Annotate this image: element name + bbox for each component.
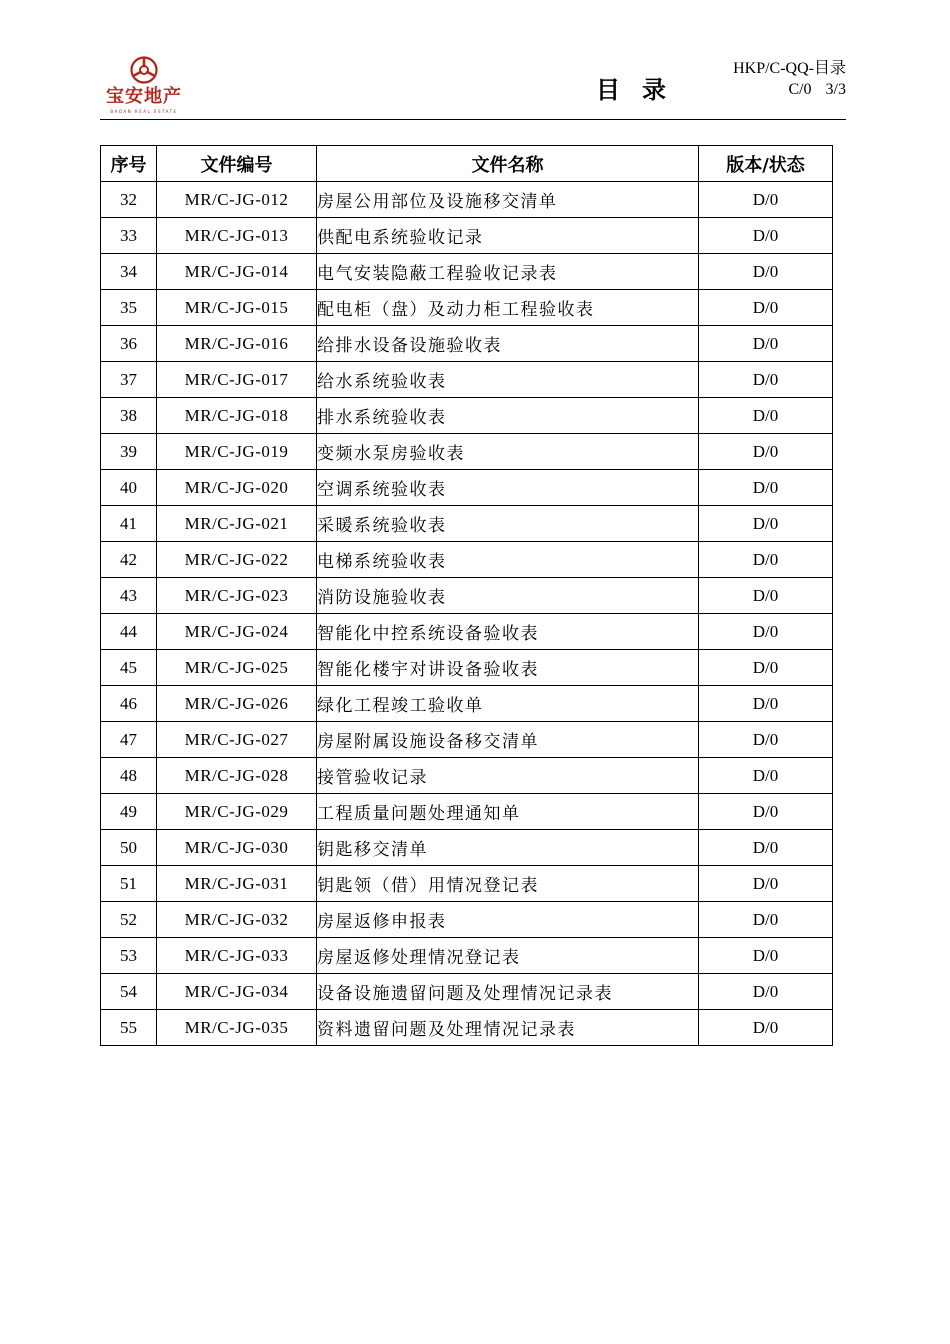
version-status: D/0: [699, 578, 833, 614]
file-name: 给水系统验收表: [317, 362, 699, 398]
file-code: MR/C-JG-030: [157, 830, 317, 866]
document-version: C/0 3/3: [788, 81, 846, 98]
file-name: 给排水设备设施验收表: [317, 326, 699, 362]
file-code: MR/C-JG-031: [157, 866, 317, 902]
file-name: 钥匙移交清单: [317, 830, 699, 866]
row-number: 40: [101, 470, 157, 506]
row-number: 48: [101, 758, 157, 794]
file-name: 设备设施遗留问题及处理情况记录表: [317, 974, 699, 1010]
table-row: [101, 902, 833, 938]
version-status: D/0: [699, 614, 833, 650]
row-number: 32: [101, 182, 157, 218]
row-number: 41: [101, 506, 157, 542]
row-number: 44: [101, 614, 157, 650]
file-code: MR/C-JG-032: [157, 902, 317, 938]
row-number: 45: [101, 650, 157, 686]
file-name: 排水系统验收表: [317, 398, 699, 434]
file-name: 配电柜（盘）及动力柜工程验收表: [317, 290, 699, 326]
version-status: D/0: [699, 326, 833, 362]
file-name: 电梯系统验收表: [317, 542, 699, 578]
row-number: 52: [101, 902, 157, 938]
version-status: D/0: [699, 794, 833, 830]
version-status: D/0: [699, 182, 833, 218]
table-row: [101, 686, 833, 722]
table-body: [101, 182, 833, 1046]
table-row: [101, 866, 833, 902]
file-name: 接管验收记录: [317, 758, 699, 794]
file-name: 采暖系统验收表: [317, 506, 699, 542]
table-header-row: [101, 146, 833, 182]
table-row: [101, 470, 833, 506]
file-code: MR/C-JG-026: [157, 686, 317, 722]
version-status: D/0: [699, 866, 833, 902]
file-code: MR/C-JG-024: [157, 614, 317, 650]
file-name: 变频水泵房验收表: [317, 434, 699, 470]
row-number: 51: [101, 866, 157, 902]
version-status: D/0: [699, 542, 833, 578]
logo-text: 宝安地产: [106, 86, 182, 107]
file-code: MR/C-JG-034: [157, 974, 317, 1010]
file-code: MR/C-JG-013: [157, 218, 317, 254]
logo-emblem-icon: [130, 56, 158, 84]
version-status: D/0: [699, 1010, 833, 1046]
table-row: [101, 362, 833, 398]
table-row: [101, 254, 833, 290]
row-number: 35: [101, 290, 157, 326]
table-row: [101, 182, 833, 218]
version-status: D/0: [699, 362, 833, 398]
file-code: MR/C-JG-019: [157, 434, 317, 470]
file-name: 智能化中控系统设备验收表: [317, 614, 699, 650]
file-name: 智能化楼宇对讲设备验收表: [317, 650, 699, 686]
file-code: MR/C-JG-033: [157, 938, 317, 974]
table-row: [101, 542, 833, 578]
file-code: MR/C-JG-022: [157, 542, 317, 578]
table-row: [101, 830, 833, 866]
version-status: D/0: [699, 506, 833, 542]
table-row: [101, 722, 833, 758]
row-number: 53: [101, 938, 157, 974]
table-row: [101, 290, 833, 326]
page-title: 目录: [596, 76, 688, 104]
table-row: [101, 794, 833, 830]
file-code: MR/C-JG-027: [157, 722, 317, 758]
file-name: 供配电系统验收记录: [317, 218, 699, 254]
page-header: [100, 52, 846, 118]
version-status: D/0: [699, 938, 833, 974]
document-code: HKP/C-QQ-目录: [733, 60, 846, 77]
row-number: 42: [101, 542, 157, 578]
logo-subtext: BAOAN REAL ESTATE: [110, 109, 178, 114]
row-number: 55: [101, 1010, 157, 1046]
table-row: [101, 326, 833, 362]
version-status: D/0: [699, 290, 833, 326]
version-status: D/0: [699, 722, 833, 758]
file-code: MR/C-JG-017: [157, 362, 317, 398]
table-row: [101, 218, 833, 254]
file-name: 钥匙领（借）用情况登记表: [317, 866, 699, 902]
file-code: MR/C-JG-035: [157, 1010, 317, 1046]
row-number: 46: [101, 686, 157, 722]
file-code: MR/C-JG-015: [157, 290, 317, 326]
version-status: D/0: [699, 434, 833, 470]
row-number: 54: [101, 974, 157, 1010]
row-number: 39: [101, 434, 157, 470]
version-status: D/0: [699, 254, 833, 290]
file-name: 资料遗留问题及处理情况记录表: [317, 1010, 699, 1046]
file-code: MR/C-JG-018: [157, 398, 317, 434]
table-row: [101, 506, 833, 542]
file-name: 房屋附属设施设备移交清单: [317, 722, 699, 758]
row-number: 37: [101, 362, 157, 398]
version-status: D/0: [699, 686, 833, 722]
file-code: MR/C-JG-025: [157, 650, 317, 686]
table-row: [101, 974, 833, 1010]
file-name: 消防设施验收表: [317, 578, 699, 614]
file-code: MR/C-JG-020: [157, 470, 317, 506]
file-name: 房屋返修处理情况登记表: [317, 938, 699, 974]
column-header-version: 版本/状态: [699, 146, 833, 182]
file-code: MR/C-JG-023: [157, 578, 317, 614]
file-name: 房屋返修申报表: [317, 902, 699, 938]
version-status: D/0: [699, 974, 833, 1010]
table-row: [101, 434, 833, 470]
file-code: MR/C-JG-028: [157, 758, 317, 794]
row-number: 38: [101, 398, 157, 434]
file-name: 房屋公用部位及设施移交清单: [317, 182, 699, 218]
file-code: MR/C-JG-014: [157, 254, 317, 290]
table-row: [101, 650, 833, 686]
column-header-code: 文件编号: [157, 146, 317, 182]
file-name: 空调系统验收表: [317, 470, 699, 506]
file-code: MR/C-JG-012: [157, 182, 317, 218]
company-logo: [100, 56, 188, 116]
version-status: D/0: [699, 470, 833, 506]
table-row: [101, 758, 833, 794]
header-divider: [100, 119, 846, 120]
column-header-number: 序号: [101, 146, 157, 182]
version-status: D/0: [699, 902, 833, 938]
row-number: 33: [101, 218, 157, 254]
row-number: 34: [101, 254, 157, 290]
row-number: 47: [101, 722, 157, 758]
file-code: MR/C-JG-029: [157, 794, 317, 830]
file-name: 绿化工程竣工验收单: [317, 686, 699, 722]
version-status: D/0: [699, 218, 833, 254]
table-row: [101, 578, 833, 614]
table-row: [101, 614, 833, 650]
file-name: 工程质量问题处理通知单: [317, 794, 699, 830]
contents-table: [100, 145, 833, 1046]
column-header-name: 文件名称: [317, 146, 699, 182]
version-status: D/0: [699, 650, 833, 686]
file-name: 电气安装隐蔽工程验收记录表: [317, 254, 699, 290]
file-code: MR/C-JG-021: [157, 506, 317, 542]
version-status: D/0: [699, 830, 833, 866]
row-number: 50: [101, 830, 157, 866]
row-number: 49: [101, 794, 157, 830]
version-status: D/0: [699, 398, 833, 434]
table-row: [101, 398, 833, 434]
row-number: 43: [101, 578, 157, 614]
file-code: MR/C-JG-016: [157, 326, 317, 362]
version-status: D/0: [699, 758, 833, 794]
row-number: 36: [101, 326, 157, 362]
table-row: [101, 938, 833, 974]
table-row: [101, 1010, 833, 1046]
